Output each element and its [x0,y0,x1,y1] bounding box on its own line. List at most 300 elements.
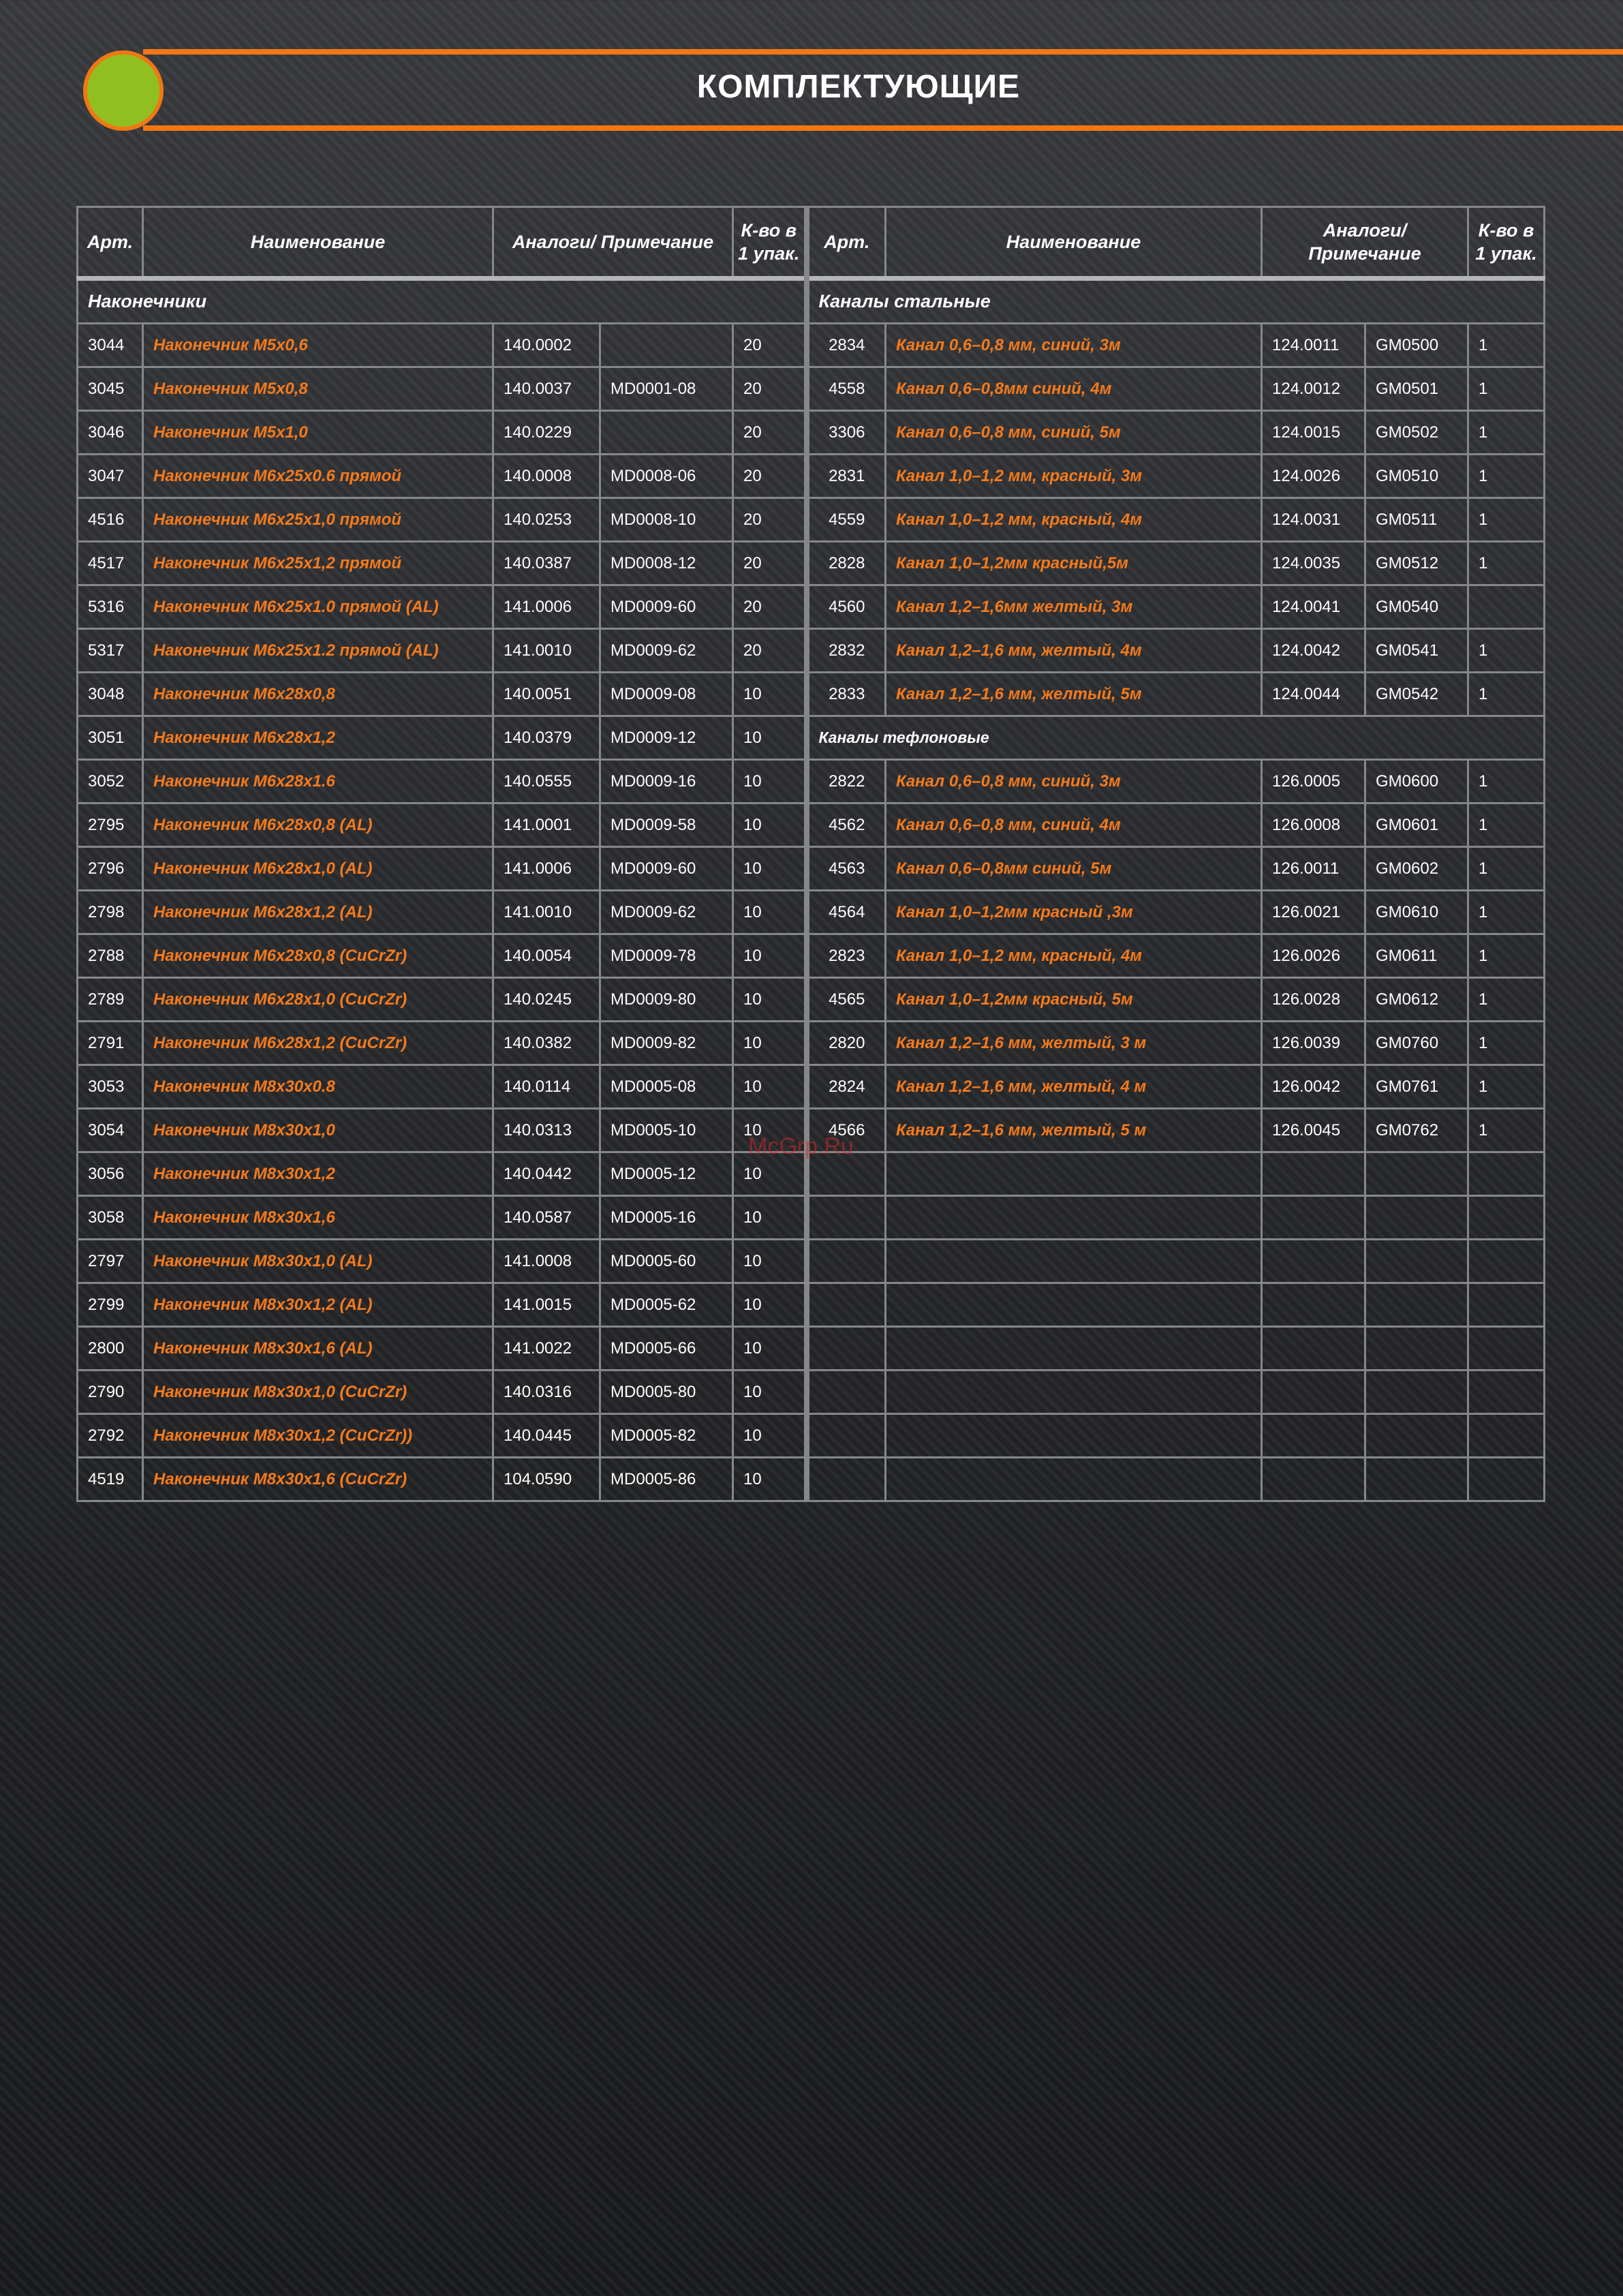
cell-art: 4558 [807,367,886,411]
cell-analog-1: 140.0445 [493,1414,600,1458]
cell-qty: 10 [733,1414,807,1458]
cell-art-empty [807,1371,886,1414]
cell-art: 2834 [807,324,886,367]
cell-art: 4517 [78,542,143,585]
cell-art: 4566 [807,1109,886,1152]
cell-qty: 10 [733,1283,807,1327]
cell-art: 2790 [78,1371,143,1414]
cell-analog-1: 126.0042 [1262,1065,1365,1109]
cell-art: 2822 [807,760,886,803]
cell-analog-2: MD0005-86 [600,1458,733,1501]
cell-art: 2796 [78,847,143,891]
cell-analog-2: MD0009-80 [600,978,733,1022]
cell-analog-2: GM0541 [1365,629,1468,673]
cell-qty: 1 [1468,760,1545,803]
cell-analog-2-empty [1365,1240,1468,1283]
cell-name-empty [886,1240,1262,1283]
cell-analog-2: MD0009-60 [600,847,733,891]
cell-analog-2: GM0500 [1365,324,1468,367]
cell-qty: 10 [733,1240,807,1283]
cell-art: 3056 [78,1152,143,1196]
cell-analog-2-empty [1365,1371,1468,1414]
cell-art: 2795 [78,803,143,847]
cell-qty: 20 [733,324,807,367]
section-heading-channels: Каналы стальные [807,279,1545,324]
cell-qty: 1 [1468,542,1545,585]
cell-qty: 1 [1468,1022,1545,1065]
cell-analog-2-empty [1365,1152,1468,1196]
cell-analog-2: GM0761 [1365,1065,1468,1109]
cell-name: Наконечник M6x28x1,0 (AL) [143,847,493,891]
cell-art: 3046 [78,411,143,455]
cell-name-empty [886,1283,1262,1327]
table-body [78,279,1545,1501]
cell-qty-empty [1468,1283,1545,1327]
cell-qty: 1 [1468,629,1545,673]
cell-name: Наконечник M8x30x1,6 (CuCrZr) [143,1458,493,1501]
cell-name: Наконечник M6x28x1,2 (CuCrZr) [143,1022,493,1065]
cell-name: Наконечник M8x30x1,0 (AL) [143,1240,493,1283]
cell-qty: 20 [733,542,807,585]
cell-qty: 10 [733,934,807,978]
cell-analog-2-empty [1365,1196,1468,1240]
table-row [78,1458,1545,1501]
cell-art: 4563 [807,847,886,891]
cell-name: Канал 0,6–0,8мм синий, 5м [886,847,1262,891]
cell-analog-1: 140.0379 [493,716,600,760]
cell-name: Наконечник M8x30x1,0 (CuCrZr) [143,1371,493,1414]
cell-analog-2: MD0009-16 [600,760,733,803]
table-row [78,1065,1545,1109]
cell-name: Наконечник M8x30x0.8 [143,1065,493,1109]
cell-analog-2: GM0610 [1365,891,1468,934]
cell-analog-1: 141.0010 [493,629,600,673]
cell-name: Наконечник M6x28x0,8 (AL) [143,803,493,847]
table-row [78,542,1545,585]
cell-analog-1: 141.0001 [493,803,600,847]
cell-art-empty [807,1240,886,1283]
cell-analog-2-empty [1365,1458,1468,1501]
cell-art: 2789 [78,978,143,1022]
table-row [78,934,1545,978]
cell-name: Наконечник M5x0,8 [143,367,493,411]
watermark: McGrp.Ru [748,1133,854,1159]
cell-analog-2: MD0009-58 [600,803,733,847]
cell-art: 3306 [807,411,886,455]
cell-qty: 1 [1468,411,1545,455]
col-header-analog-right: Аналоги/ Примечание [1262,207,1468,279]
table-row [78,498,1545,542]
cell-art: 2800 [78,1327,143,1371]
cell-qty: 10 [733,1371,807,1414]
cell-analog-2 [600,324,733,367]
cell-analog-1-empty [1262,1196,1365,1240]
cell-qty: 10 [733,1152,807,1196]
cell-analog-2: MD0005-16 [600,1196,733,1240]
cell-analog-1: 141.0010 [493,891,600,934]
cell-analog-1-empty [1262,1152,1365,1196]
cell-art: 2799 [78,1283,143,1327]
cell-art: 2824 [807,1065,886,1109]
cell-analog-2-empty [1365,1414,1468,1458]
table-row [78,1152,1545,1196]
cell-name-empty [886,1458,1262,1501]
cell-analog-2: GM0611 [1365,934,1468,978]
table-row [78,673,1545,716]
cell-qty: 1 [1468,1065,1545,1109]
cell-analog-1: 140.0229 [493,411,600,455]
cell-name: Канал 1,2–1,6 мм, желтый, 4 м [886,1065,1262,1109]
cell-qty: 20 [733,498,807,542]
cell-art: 3052 [78,760,143,803]
cell-name: Наконечник M8x30x1,0 [143,1109,493,1152]
cell-qty [1468,585,1545,629]
cell-name: Канал 0,6–0,8мм синий, 4м [886,367,1262,411]
cell-analog-1: 140.0245 [493,978,600,1022]
table-row [78,1022,1545,1065]
cell-analog-2: GM0762 [1365,1109,1468,1152]
cell-name-empty [886,1327,1262,1371]
cell-art-empty [807,1327,886,1371]
page-title: КОМПЛЕКТУЮЩИЕ [696,69,1021,105]
cell-art: 5316 [78,585,143,629]
cell-art: 3047 [78,455,143,498]
cell-art: 4560 [807,585,886,629]
cell-analog-2: MD0009-78 [600,934,733,978]
cell-art: 2832 [807,629,886,673]
cell-art: 5317 [78,629,143,673]
cell-art-empty [807,1152,886,1196]
cell-analog-2: GM0502 [1365,411,1468,455]
header-top-stripe [143,49,1623,55]
cell-qty: 10 [733,803,807,847]
cell-analog-1: 124.0026 [1262,455,1365,498]
cell-name-empty [886,1414,1262,1458]
cell-analog-2: MD0008-06 [600,455,733,498]
cell-qty-empty [1468,1414,1545,1458]
cell-art: 2833 [807,673,886,716]
table-row [78,324,1545,367]
cell-art: 2792 [78,1414,143,1458]
cell-name: Канал 1,0–1,2мм красный,5м [886,542,1262,585]
cell-qty: 1 [1468,934,1545,978]
cell-art: 3053 [78,1065,143,1109]
table-row [78,367,1545,411]
cell-name: Наконечник M6x25x1,0 прямой [143,498,493,542]
cell-art-empty [807,1196,886,1240]
table-row [78,803,1545,847]
cell-qty: 1 [1468,673,1545,716]
cell-qty: 10 [733,716,807,760]
cell-analog-1: 126.0028 [1262,978,1365,1022]
cell-name: Канал 1,2–1,6 мм, желтый, 3 м [886,1022,1262,1065]
cell-qty-empty [1468,1240,1545,1283]
cell-analog-1: 140.0313 [493,1109,600,1152]
cell-analog-2: MD0001-08 [600,367,733,411]
cell-art: 3044 [78,324,143,367]
table-row [78,847,1545,891]
cell-qty: 1 [1468,455,1545,498]
cell-name: Канал 1,2–1,6мм желтый, 3м [886,585,1262,629]
cell-analog-1: 140.0002 [493,324,600,367]
cell-qty: 10 [733,1109,807,1152]
table-row [78,891,1545,934]
cell-analog-1: 124.0035 [1262,542,1365,585]
cell-qty: 1 [1468,498,1545,542]
cell-analog-2: MD0009-62 [600,629,733,673]
cell-art: 3054 [78,1109,143,1152]
cell-analog-1: 124.0044 [1262,673,1365,716]
cell-art: 2788 [78,934,143,978]
cell-art: 3051 [78,716,143,760]
cell-art: 2820 [807,1022,886,1065]
cell-analog-1: 140.0555 [493,760,600,803]
cell-name: Наконечник M6x25x1.2 прямой (AL) [143,629,493,673]
cell-name: Наконечник M6x28x1,0 (CuCrZr) [143,978,493,1022]
table-row [78,455,1545,498]
cell-analog-2: MD0009-82 [600,1022,733,1065]
cell-art: 3058 [78,1196,143,1240]
cell-analog-2-empty [1365,1327,1468,1371]
cell-analog-2: MD0009-62 [600,891,733,934]
table-row [78,760,1545,803]
cell-name-empty [886,1196,1262,1240]
cell-qty: 10 [733,978,807,1022]
cell-qty: 10 [733,1327,807,1371]
cell-name: Канал 1,2–1,6 мм, желтый, 5 м [886,1109,1262,1152]
cell-analog-1: 124.0011 [1262,324,1365,367]
cell-analog-2: GM0511 [1365,498,1468,542]
cell-qty: 10 [733,1022,807,1065]
cell-art: 4516 [78,498,143,542]
cell-qty: 20 [733,411,807,455]
cell-name: Канал 0,6–0,8 мм, синий, 3м [886,760,1262,803]
cell-qty: 1 [1468,891,1545,934]
cell-name: Канал 1,0–1,2 мм, красный, 3м [886,455,1262,498]
cell-analog-1: 126.0008 [1262,803,1365,847]
cell-analog-2: MD0005-10 [600,1109,733,1152]
cell-name: Наконечник M8x30x1,2 (AL) [143,1283,493,1327]
cell-name: Канал 1,2–1,6 мм, желтый, 5м [886,673,1262,716]
cell-name: Канал 0,6–0,8 мм, синий, 3м [886,324,1262,367]
cell-name: Канал 0,6–0,8 мм, синий, 5м [886,411,1262,455]
table-row [78,1109,1545,1152]
cell-name: Канал 1,0–1,2мм красный ,3м [886,891,1262,934]
table-header-row [78,207,1545,279]
cell-name: Наконечник M5x1,0 [143,411,493,455]
table-row [78,1327,1545,1371]
cell-analog-1: 126.0021 [1262,891,1365,934]
cell-name: Канал 1,2–1,6 мм, желтый, 4м [886,629,1262,673]
cell-name: Канал 1,0–1,2мм красный, 5м [886,978,1262,1022]
cell-analog-1: 124.0042 [1262,629,1365,673]
cell-art-empty [807,1414,886,1458]
cell-qty: 20 [733,367,807,411]
cell-qty: 10 [733,673,807,716]
cell-name: Наконечник M6x28x1.6 [143,760,493,803]
cell-analog-2: MD0009-12 [600,716,733,760]
cell-art: 2797 [78,1240,143,1283]
cell-analog-1: 141.0015 [493,1283,600,1327]
table-row [78,1283,1545,1327]
page-header [0,0,1623,157]
cell-analog-1: 126.0011 [1262,847,1365,891]
cell-art: 3045 [78,367,143,411]
cell-name: Наконечник M6x28x1,2 (AL) [143,891,493,934]
cell-analog-1: 126.0045 [1262,1109,1365,1152]
cell-analog-1: 140.0008 [493,455,600,498]
cell-name: Наконечник M8x30x1,6 [143,1196,493,1240]
cell-analog-2: MD0009-08 [600,673,733,716]
cell-name: Наконечник M6x25x1,2 прямой [143,542,493,585]
cell-analog-1: 124.0031 [1262,498,1365,542]
cell-analog-1: 141.0006 [493,847,600,891]
cell-art: 4559 [807,498,886,542]
cell-name: Наконечник M5x0,6 [143,324,493,367]
cell-art: 2798 [78,891,143,934]
cell-art: 2828 [807,542,886,585]
cell-analog-2: MD0005-60 [600,1240,733,1283]
cell-qty: 20 [733,455,807,498]
cell-name: Канал 0,6–0,8 мм, синий, 4м [886,803,1262,847]
cell-analog-2: GM0602 [1365,847,1468,891]
cell-qty: 1 [1468,803,1545,847]
cell-name-empty [886,1152,1262,1196]
cell-art-empty [807,1283,886,1327]
cell-qty: 1 [1468,847,1545,891]
cell-name: Наконечник M8x30x1,2 (CuCrZr)) [143,1414,493,1458]
cell-analog-2: MD0008-10 [600,498,733,542]
cell-qty: 10 [733,760,807,803]
cell-analog-1: 141.0022 [493,1327,600,1371]
cell-analog-2: GM0612 [1365,978,1468,1022]
cell-analog-1-empty [1262,1240,1365,1283]
cell-name: Наконечник M6x28x0,8 (CuCrZr) [143,934,493,978]
cell-name: Наконечник M6x28x1,2 [143,716,493,760]
cell-qty: 20 [733,629,807,673]
cell-analog-1: 140.0114 [493,1065,600,1109]
cell-analog-2: GM0542 [1365,673,1468,716]
cell-art: 4562 [807,803,886,847]
cell-analog-1: 140.0316 [493,1371,600,1414]
col-header-name: Наименование [143,207,493,279]
col-header-qty: К-во в 1 упак. [733,207,807,279]
cell-analog-1: 140.0037 [493,367,600,411]
cell-analog-1: 140.0387 [493,542,600,585]
cell-name: Наконечник M8x30x1,2 [143,1152,493,1196]
header-bottom-stripe [143,125,1623,131]
col-header-analog: Аналоги/ Примечание [493,207,733,279]
cell-analog-1-empty [1262,1283,1365,1327]
col-header-art-right: Арт. [807,207,886,279]
cell-qty: 1 [1468,978,1545,1022]
cell-art: 4519 [78,1458,143,1501]
cell-art: 2791 [78,1022,143,1065]
cell-qty: 1 [1468,324,1545,367]
cell-name-empty [886,1371,1262,1414]
table-row [78,978,1545,1022]
cell-qty: 10 [733,1065,807,1109]
cell-analog-1: 140.0051 [493,673,600,716]
cell-qty: 10 [733,891,807,934]
cell-analog-2: GM0510 [1365,455,1468,498]
cell-analog-2: MD0008-12 [600,542,733,585]
section-heading-tips: Наконечники [78,279,807,324]
cell-art-empty [807,1458,886,1501]
cell-qty: 10 [733,1458,807,1501]
cell-art: 3048 [78,673,143,716]
cell-analog-2: MD0005-66 [600,1327,733,1371]
col-header-art: Арт. [78,207,143,279]
cell-qty-empty [1468,1196,1545,1240]
table-row [78,1240,1545,1283]
cell-analog-2: MD0005-82 [600,1414,733,1458]
cell-analog-1: 124.0041 [1262,585,1365,629]
cell-qty: 1 [1468,1109,1545,1152]
cell-analog-1: 140.0382 [493,1022,600,1065]
table-row [78,1196,1545,1240]
cell-analog-1: 140.0587 [493,1196,600,1240]
cell-analog-1: 141.0006 [493,585,600,629]
cell-name: Наконечник M6x28x0,8 [143,673,493,716]
cell-qty-empty [1468,1327,1545,1371]
cell-analog-1: 140.0054 [493,934,600,978]
cell-qty-empty [1468,1371,1545,1414]
section-heading-channels: Каналы тефлоновые [807,716,1545,760]
cell-qty-empty [1468,1152,1545,1196]
cell-analog-2: MD0005-12 [600,1152,733,1196]
cell-art: 2831 [807,455,886,498]
cell-analog-1: 124.0015 [1262,411,1365,455]
cell-qty: 10 [733,1196,807,1240]
col-header-name-right: Наименование [886,207,1262,279]
table-row [78,411,1545,455]
cell-analog-2: MD0005-62 [600,1283,733,1327]
cell-analog-1: 141.0008 [493,1240,600,1283]
cell-analog-1: 126.0026 [1262,934,1365,978]
cell-art: 4565 [807,978,886,1022]
table-row [78,585,1545,629]
cell-analog-1-empty [1262,1458,1365,1501]
cell-analog-2: GM0600 [1365,760,1468,803]
cell-analog-2: MD0005-08 [600,1065,733,1109]
cell-analog-1-empty [1262,1414,1365,1458]
cell-analog-2-empty [1365,1283,1468,1327]
cell-name: Наконечник M6x25x0.6 прямой [143,455,493,498]
cell-name: Канал 1,0–1,2 мм, красный, 4м [886,934,1262,978]
table-row [78,629,1545,673]
cell-analog-2: GM0601 [1365,803,1468,847]
cell-analog-1: 124.0012 [1262,367,1365,411]
cell-art: 2823 [807,934,886,978]
cell-qty: 1 [1468,367,1545,411]
cell-analog-1-empty [1262,1327,1365,1371]
cell-analog-1: 126.0039 [1262,1022,1365,1065]
table-row [78,1371,1545,1414]
cell-analog-1: 140.0253 [493,498,600,542]
col-header-qty-right: К-во в 1 упак. [1468,207,1545,279]
cell-analog-2: GM0540 [1365,585,1468,629]
cell-qty: 20 [733,585,807,629]
cell-qty: 10 [733,847,807,891]
cell-analog-2 [600,411,733,455]
parts-table [76,206,1545,1502]
cell-analog-1: 126.0005 [1262,760,1365,803]
table-row [78,716,1545,760]
cell-analog-2: GM0512 [1365,542,1468,585]
cell-analog-1-empty [1262,1371,1365,1414]
cell-name: Наконечник M6x25x1.0 прямой (AL) [143,585,493,629]
